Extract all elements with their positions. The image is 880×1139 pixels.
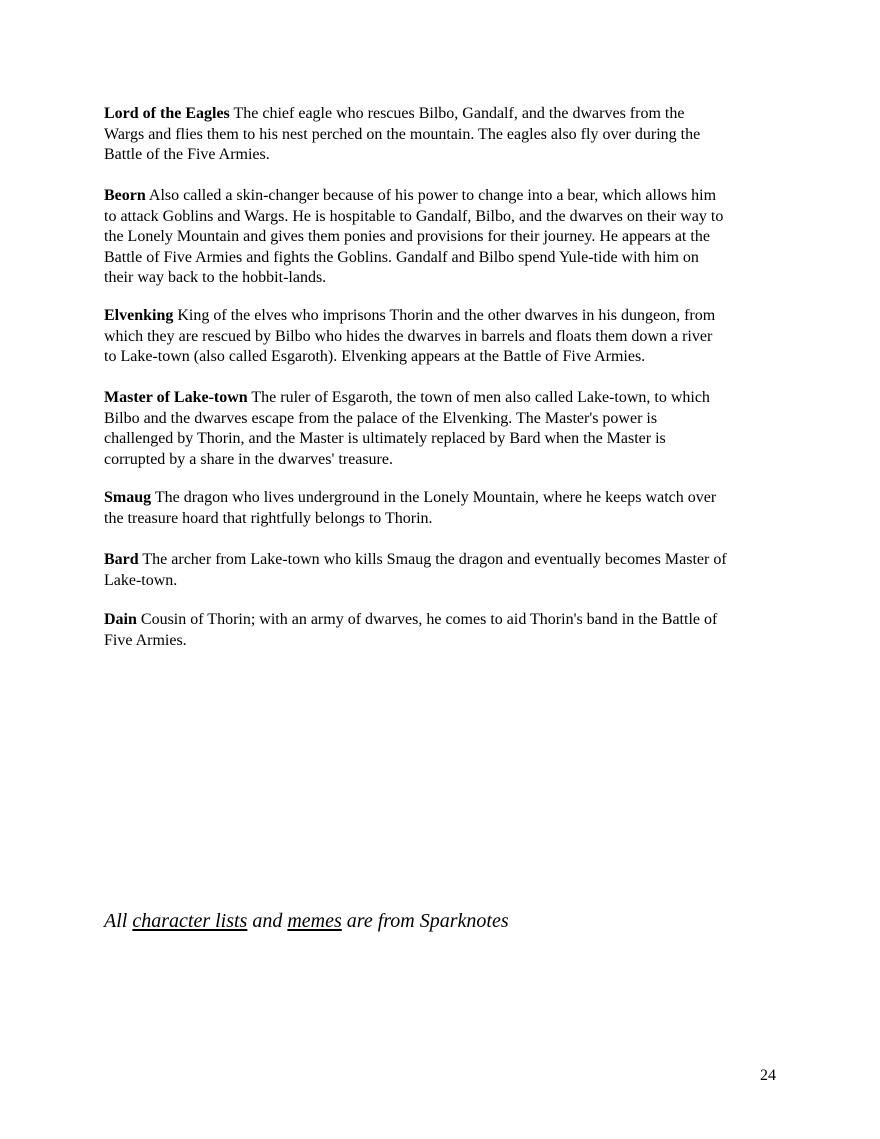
entry-elvenking [104, 306, 715, 368]
entry-line: the treasure hoard that rightfully belongs to Thorin. [104, 509, 433, 527]
entry-line [104, 610, 717, 631]
entry-line [104, 550, 727, 571]
entry-line: Five Armies. [104, 631, 187, 649]
entry-line: which they are rescued by Bilbo who hides the dwarves in barrels and floats them down a river [104, 327, 713, 345]
page-number: 24 [760, 1067, 776, 1084]
entry-text: The ruler of Esgaroth, the town of men also called Lake-town, to which [247, 389, 710, 406]
entry-line: Bilbo and the dwarves escape from the palace of the Elvenking. The Master's power is [104, 409, 658, 427]
entry-text: The dragon who lives underground in the Lonely Mountain, where he keeps watch over [151, 489, 717, 506]
credit-text: All [104, 910, 133, 932]
entry-line: the Lonely Mountain and gives them ponies and provisions for their journey. He appears at the [104, 228, 710, 245]
entry-line [104, 186, 723, 207]
credit-text: are from Sparknotes [341, 910, 509, 932]
entry-line: Lake-town. [104, 571, 178, 589]
entry-term: Smaug [104, 489, 152, 506]
entry-line: Battle of the Five Armies. [104, 146, 270, 163]
entry-term: Beorn [104, 187, 146, 204]
entry-master-of-lake-town [104, 388, 710, 470]
entry-text: The chief eagle who rescues Bilbo, Gandalf, and the dwarves from the [229, 105, 685, 122]
entry-text: Cousin of Thorin; with an army of dwarves, he comes to aid Thorin's band in the Battle of [136, 611, 718, 628]
entry-line: Wargs and flies them to his nest perched on the mountain. The eagles also fly over during the [104, 125, 701, 143]
entry-line: their way back to the hobbit-lands. [104, 269, 327, 286]
entry-line: to Lake-town (also called Esgaroth). Elvenking appears at the Battle of Five Armies. [104, 348, 646, 365]
entry-bard [104, 550, 727, 591]
entry-text: King of the elves who imprisons Thorin and the other dwarves in his dungeon, from [173, 307, 716, 324]
entry-text: The archer from Lake-town who kills Smaug the dragon and eventually becomes Master of [138, 551, 727, 568]
entry-line [104, 388, 710, 409]
entry-line: corrupted by a share in the dwarves' treasure. [104, 450, 393, 468]
entry-term: Bard [104, 551, 139, 568]
character-lists-link[interactable]: character lists [132, 910, 248, 932]
source-credit [104, 910, 509, 933]
entry-beorn [104, 186, 723, 289]
entry-term: Elvenking [104, 307, 174, 324]
entry-term: Lord of the Eagles [104, 105, 230, 122]
memes-link[interactable]: memes [287, 910, 342, 932]
entry-line: Battle of Five Armies and fights the Goblins. Gandalf and Bilbo spend Yule-tide with him on [104, 248, 699, 266]
entry-line [104, 488, 716, 509]
entry-line [104, 104, 700, 125]
entry-dain [104, 610, 717, 651]
entry-text: Also called a skin-changer because of his power to change into a bear, which allows him [145, 187, 717, 204]
entry-line [104, 306, 715, 327]
entry-line: to attack Goblins and Wargs. He is hospitable to Gandalf, Bilbo, and the dwarves on their way to [104, 207, 724, 225]
entry-term: Dain [104, 611, 137, 628]
entry-smaug [104, 488, 716, 529]
credit-text: and [247, 910, 288, 932]
entry-lord-of-the-eagles [104, 104, 700, 166]
entry-line: challenged by Thorin, and the Master is ultimately replaced by Bard when the Master is [104, 430, 666, 447]
entry-term: Master of Lake-town [104, 389, 248, 406]
